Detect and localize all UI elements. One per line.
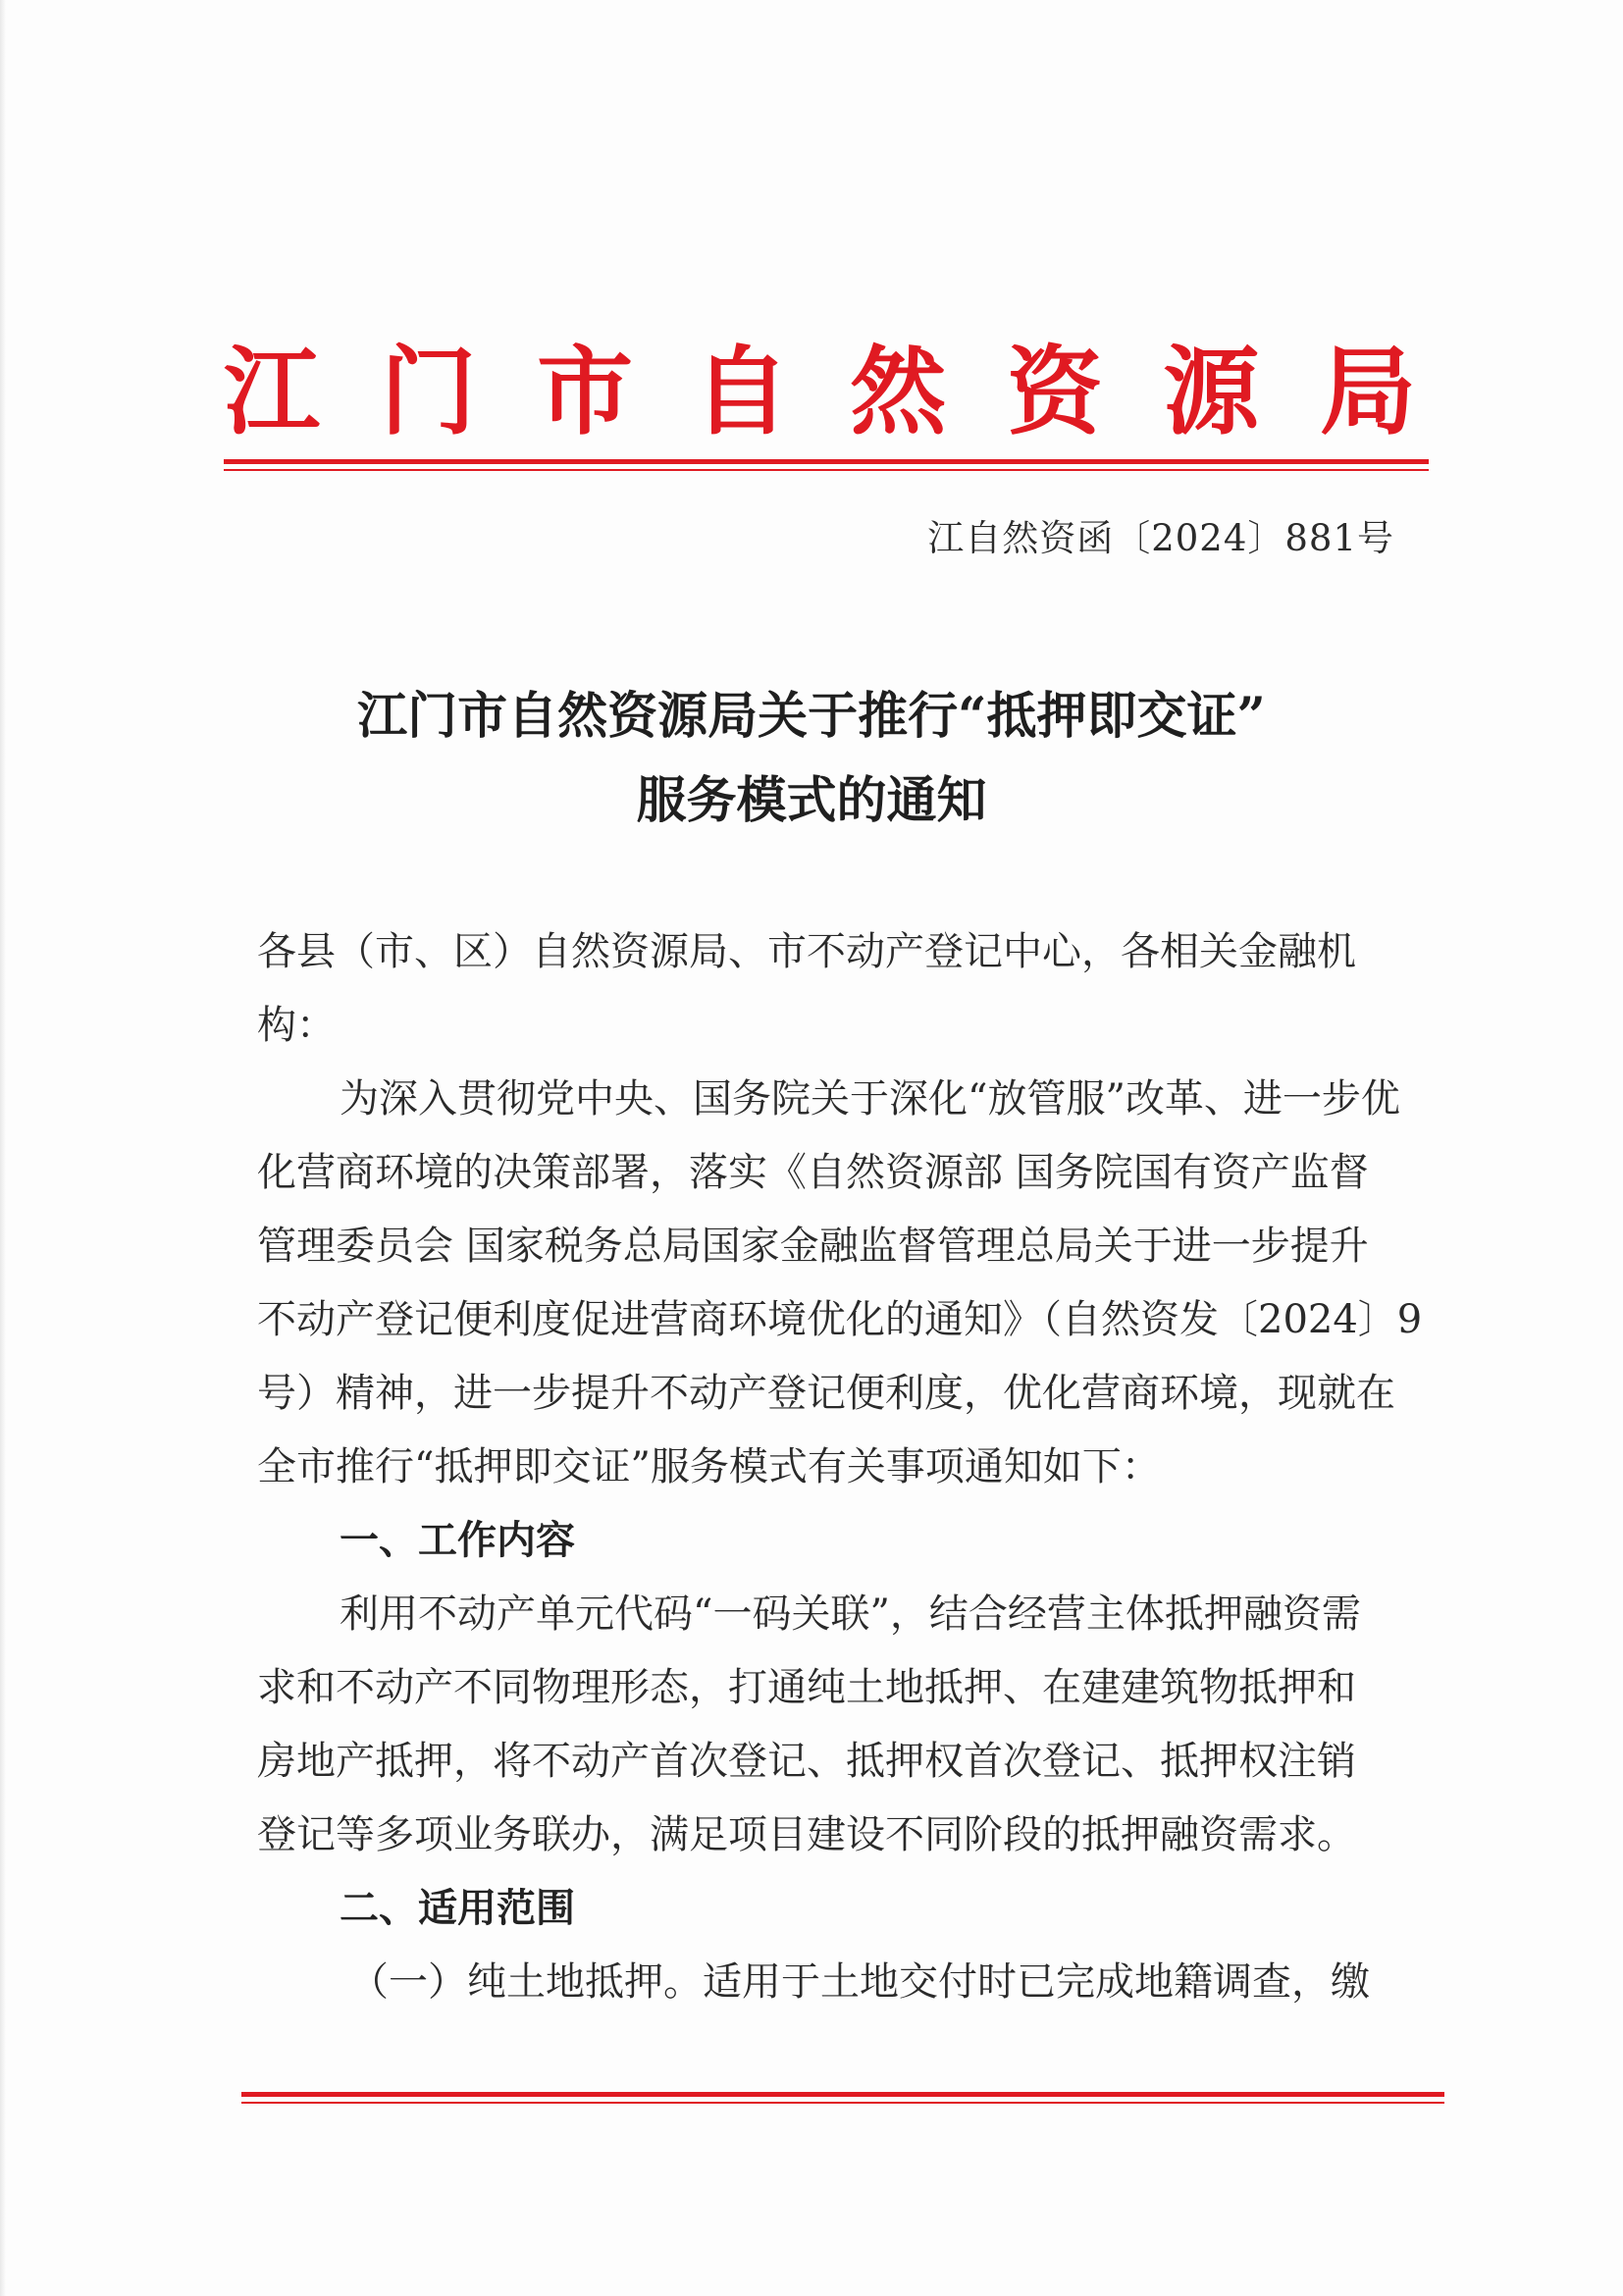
addressee-line: 构： — [257, 1003, 336, 1048]
paragraph-line: 利用不动产单元代码“一码关联”，结合经营主体抵押融资需 — [340, 1592, 1361, 1637]
document-title-line-2: 服务模式的通知 — [636, 771, 987, 830]
paragraph-line: （一）纯土地抵押。适用于土地交付时已完成地籍调查，缴 — [349, 1959, 1370, 2005]
org-char: 自 — [693, 336, 790, 448]
org-char: 门 — [380, 336, 477, 448]
paragraph-line: 为深入贯彻党中央、国务院关于深化“放管服”改革、进一步优 — [340, 1076, 1400, 1122]
header-divider-thick — [224, 459, 1429, 464]
org-char: 局 — [1319, 336, 1416, 448]
org-char: 资 — [1006, 336, 1103, 448]
paragraph-line: 房地产抵押，将不动产首次登记、抵押权首次登记、抵押权注销 — [257, 1739, 1356, 1784]
paragraph-line: 全市推行“抵押即交证”服务模式有关事项通知如下： — [257, 1444, 1161, 1489]
paragraph-line: 号）精神，进一步提升不动产登记便利度，优化营商环境，现就在 — [257, 1371, 1395, 1416]
org-header — [224, 334, 1416, 451]
scan-edge — [0, 0, 6, 2296]
paragraph-line: 登记等多项业务联办，满足项目建设不同阶段的抵押融资需求。 — [257, 1812, 1356, 1857]
org-char: 市 — [537, 336, 634, 448]
document-number: 江自然资函〔2024〕881号 — [927, 517, 1394, 559]
org-char: 江 — [224, 336, 321, 448]
section-heading: 二、适用范围 — [340, 1886, 575, 1931]
footer-divider-thick — [241, 2092, 1444, 2097]
paragraph-line: 化营商环境的决策部署，落实《自然资源部 国务院国有资产监督 — [257, 1150, 1369, 1195]
org-char: 然 — [850, 336, 947, 448]
document-title-line-1: 江门市自然资源局关于推行“抵押即交证” — [357, 687, 1266, 746]
header-divider-thin — [224, 469, 1429, 471]
paragraph-line: 求和不动产不同物理形态，打通纯土地抵押、在建建筑物抵押和 — [257, 1665, 1356, 1710]
addressee-line: 各县（市、区）自然资源局、市不动产登记中心，各相关金融机 — [257, 929, 1356, 974]
footer-divider-thin — [241, 2102, 1444, 2104]
paragraph-line: 不动产登记便利度促进营商环境优化的通知》（自然资发〔2024〕9 — [257, 1297, 1423, 1342]
org-char: 源 — [1163, 336, 1260, 448]
section-heading: 一、工作内容 — [340, 1518, 575, 1563]
paragraph-line: 管理委员会 国家税务总局国家金融监督管理总局关于进一步提升 — [257, 1224, 1369, 1269]
